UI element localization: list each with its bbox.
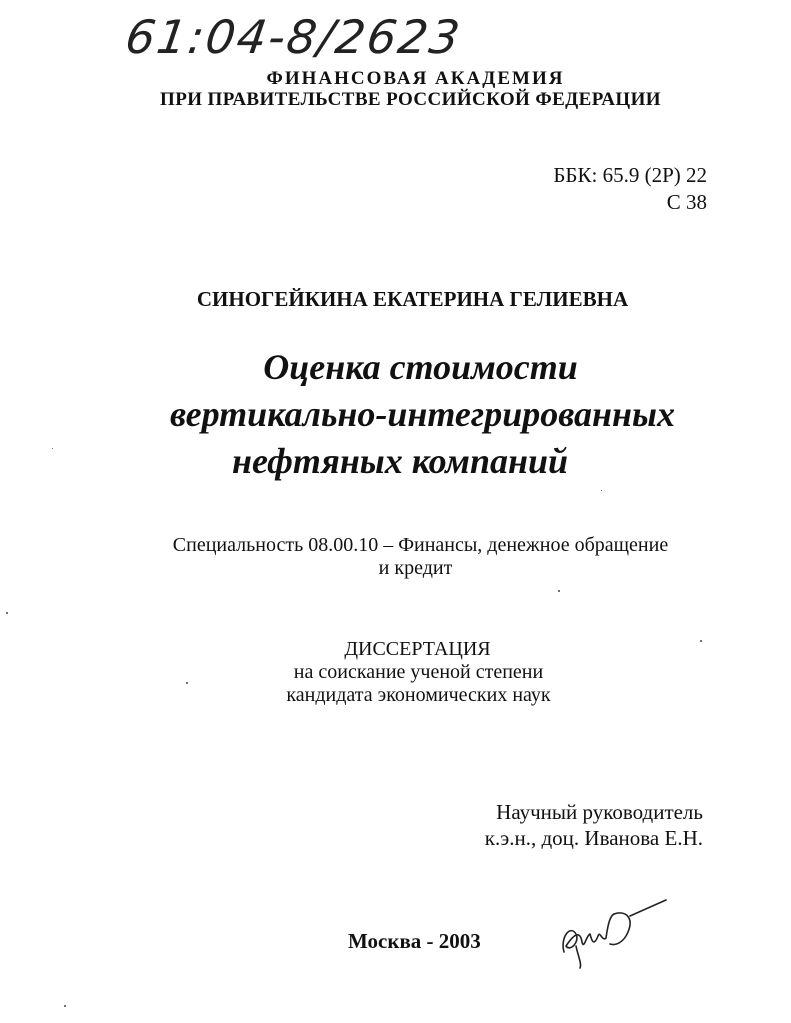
archive-code-handwritten: 61:04-8/2623 [122, 10, 465, 64]
author-mark-code: С 38 [666, 190, 707, 214]
dissertation-title-line-1: Оценка стоимости [263, 347, 578, 387]
dissertation-title-line-2: вертикально-интегрированных [169, 394, 676, 434]
specialty-line-2: и кредит [378, 557, 453, 579]
organization-affiliation: ПРИ ПРАВИТЕЛЬСТВЕ РОССИЙСКОЙ ФЕДЕРАЦИИ [160, 89, 661, 110]
organization-name: ФИНАНСОВАЯ АКАДЕМИЯ [266, 68, 565, 89]
dissertation-title-line-3: нефтяных компаний [232, 441, 569, 481]
scan-speck [558, 590, 560, 592]
author-name: СИНОГЕЙКИНА ЕКАТЕРИНА ГЕЛИЕВНА [196, 287, 629, 311]
degree-purpose: на соискание ученой степени [293, 661, 544, 683]
scan-speck [700, 640, 702, 642]
specialty-line-1: Специальность 08.00.10 – Финансы, денежное обращение [172, 534, 669, 556]
advisor-name: к.э.н., доц. Иванова Е.Н. [484, 826, 703, 850]
classification-block [553, 162, 707, 216]
city-and-year: Москва - 2003 [348, 929, 481, 953]
advisor-label: Научный руководитель [496, 800, 703, 824]
bbk-code: ББК: 65.9 (2Р) 22 [553, 163, 707, 187]
scan-speck [186, 682, 188, 684]
degree-name: кандидата экономических наук [286, 684, 551, 706]
scan-speck [601, 490, 602, 491]
document-type: ДИССЕРТАЦИЯ [344, 638, 491, 660]
scan-speck [64, 1005, 66, 1007]
scan-speck [6, 612, 8, 614]
handwritten-signature [556, 894, 676, 972]
scan-speck [52, 448, 53, 449]
